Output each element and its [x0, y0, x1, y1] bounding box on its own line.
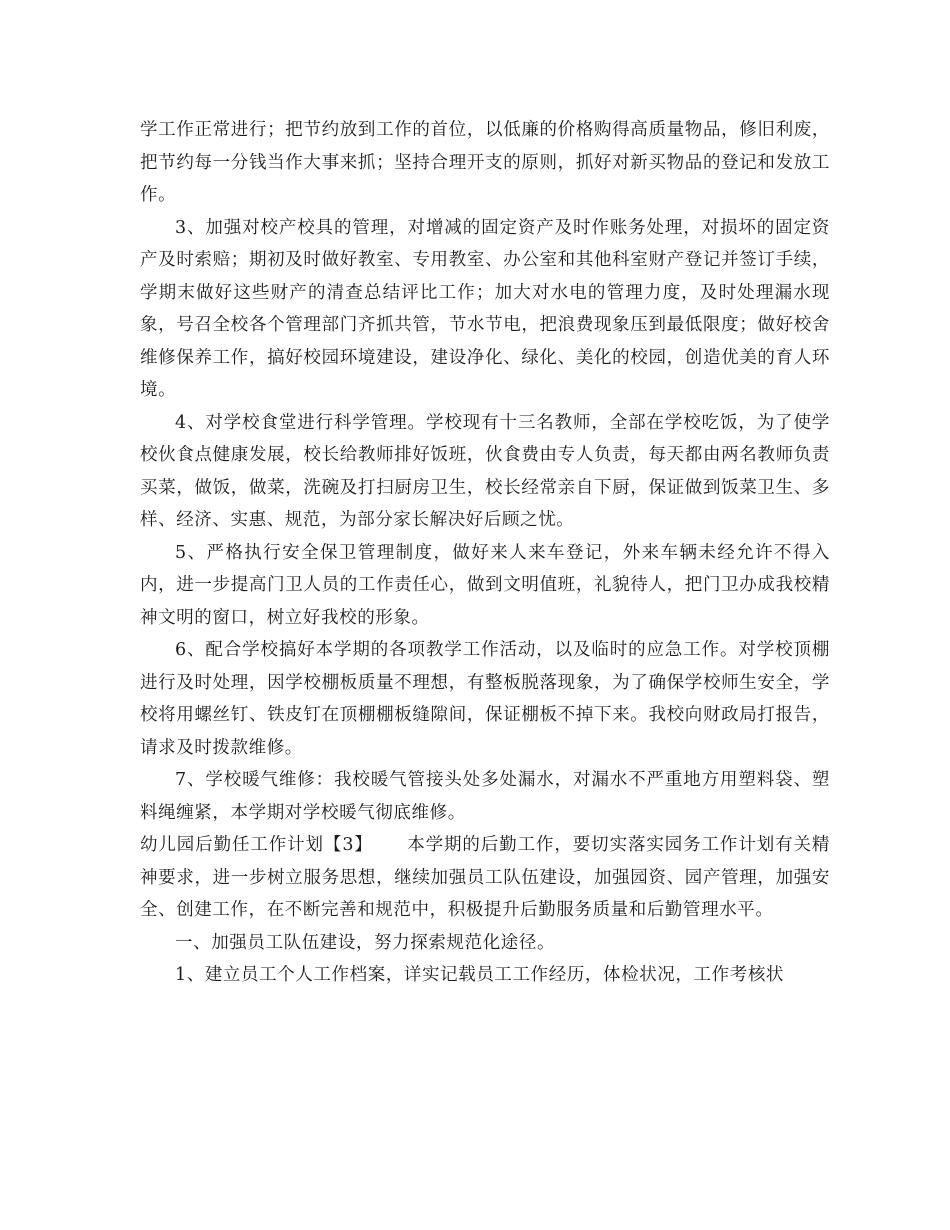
section-intro-paragraph [140, 829, 830, 927]
paragraph-canteen-management: 4、对学校食堂进行科学管理。学校现有十三名教师，全部在学校吃饭，为了使学校伙食点健康发展，校长给教师排好饭班，伙食费由专人负责，每天都由两名教师负责买菜，做饭，做菜，洗碗及打扫厨房卫生，校长经常亲自下厨，保证做到饭菜卫生、多样、经济、实惠、规范，为部分家长解决好后顾之忧。 [140, 412, 830, 530]
paragraph-teaching-support: 6、配合学校搞好本学期的各项教学工作活动，以及临时的应急工作。对学校顶棚进行及时处理，因学校棚板质量不理想，有整板脱落现象，为了确保学校师生安全，学校将用螺丝钉、铁皮钉在顶棚棚板缝隙间，保证棚板不掉下来。我校向财政局打报告，请求及时拨款维修。 [140, 640, 830, 758]
section-heading: 幼儿园后勤任工作计划【3】 [140, 835, 364, 855]
section-heading-gap [364, 835, 407, 855]
paragraph-savings: 学工作正常进行；把节约放到工作的首位，以低廉的价格购得高质量物品，修旧利废，把节约每一分钱当作大事来抓；坚持合理开支的原则，抓好对新买物品的登记和发放工作。 [140, 120, 830, 205]
paragraph-staff-building: 一、加强员工队伍建设，努力探索规范化途径。 [175, 932, 556, 953]
paragraph-security: 5、严格执行安全保卫管理制度，做好来人来车登记，外来车辆未经允许不得入内，进一步提高门卫人员的工作责任心，做到文明值班，礼貌待人，把门卫办成我校精神文明的窗口，树立好我校的形象。 [140, 542, 830, 628]
paragraph-asset-management: 3、加强对校产校具的管理，对增减的固定资产及时作账务处理，对损坏的固定资产及时索赔；期初及时做好教室、专用教室、办公室和其他科室财产登记并签订手续，学期末做好这些财产的清查总结评比工作；加大对水电的管理力度，及时处理漏水现象，号召全校各个管理部门齐抓共管，节水节电，把浪费现象压到最低限度；做好校舍维修保养工作，搞好校园环境建设，建设净化、绿化、美化的校园，创造优美的育人环境。 [140, 217, 830, 400]
document-page [140, 114, 830, 992]
paragraph-heating-repair: 7、学校暖气维修：我校暖气管接头处多处漏水，对漏水不严重地方用塑料袋、塑料绳缠紧，本学期对学校暖气彻底维修。 [140, 770, 830, 823]
paragraph-staff-records: 1、建立员工个人工作档案，详实记载员工工作经历，体检状况，工作考核状 [175, 965, 785, 985]
section-intro-text: 本学期的后勤工作，要切实落实园务工作计划有关精神要求，进一步树立服务思想，继续加强员工队伍建设，加强园资、园产管理，加强安全、创建工作，在不断完善和规范中，积极提升后勤服务质量和后勤管理水平。 [140, 835, 830, 920]
